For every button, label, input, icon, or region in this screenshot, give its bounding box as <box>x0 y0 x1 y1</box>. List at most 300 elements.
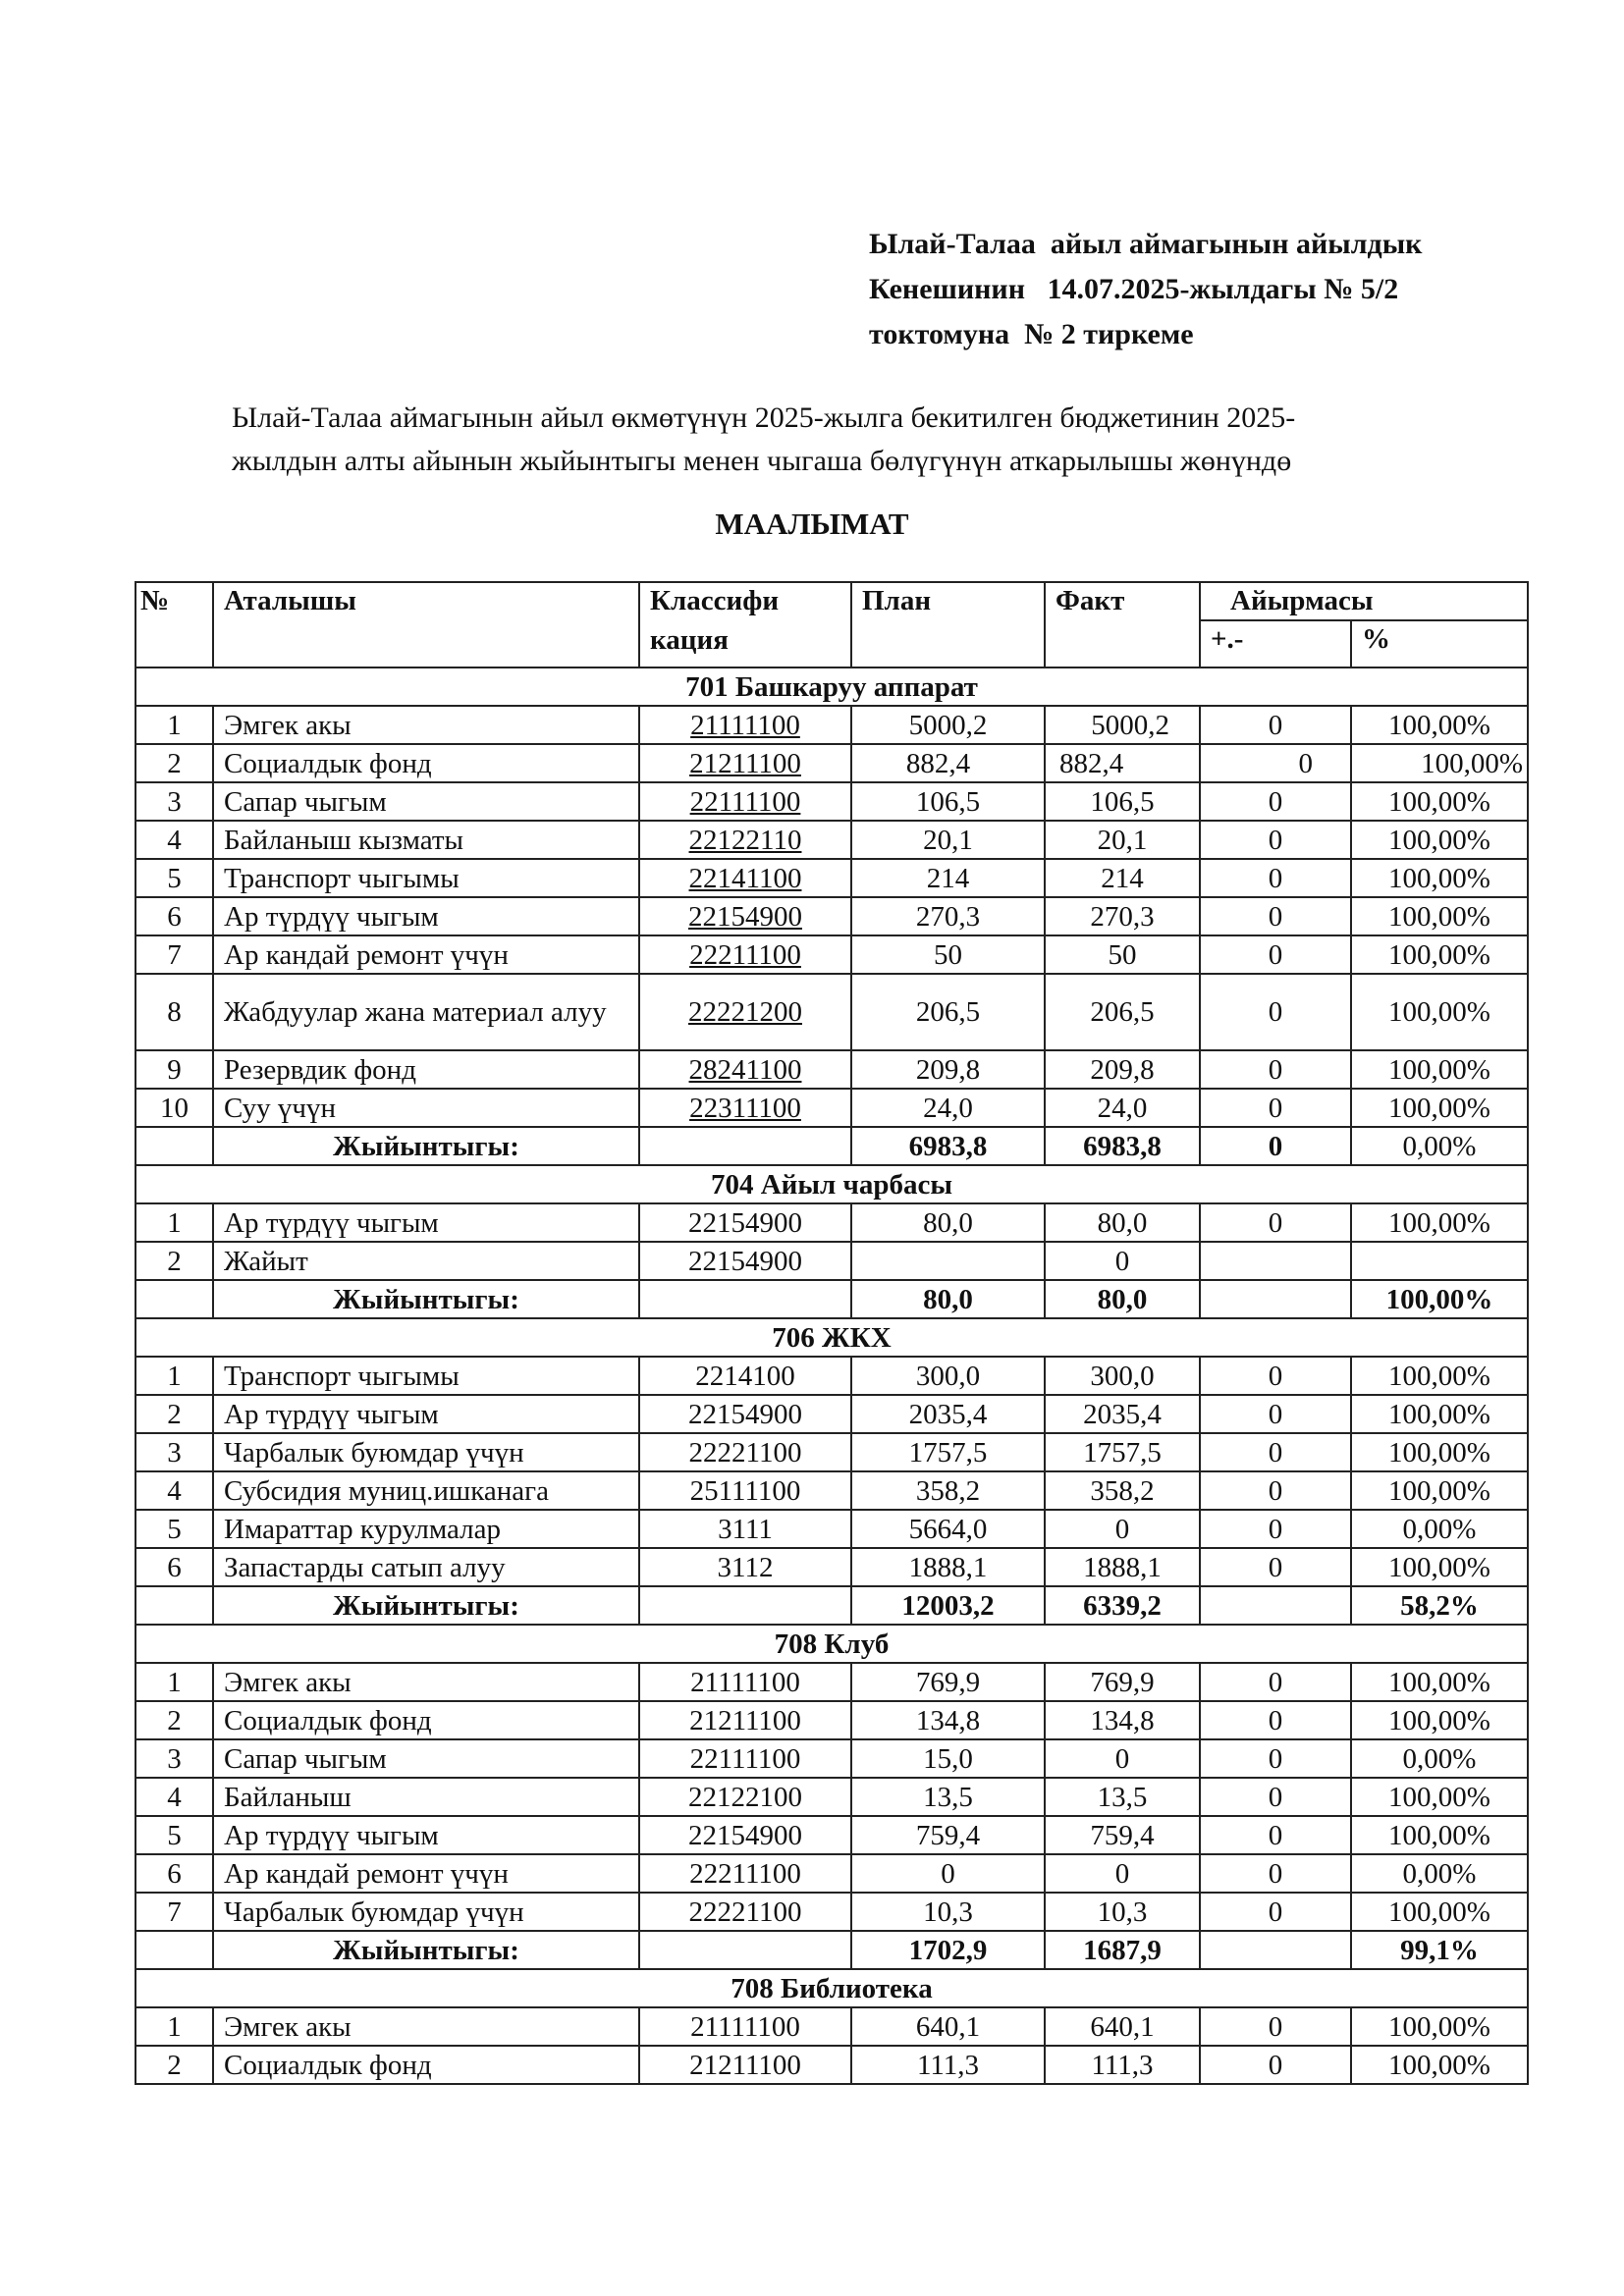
row-name: Запастарды сатып алуу <box>213 1548 639 1586</box>
row-classification <box>639 821 851 859</box>
row-plan: 882,4 <box>851 744 1045 782</box>
table-row <box>135 1663 1528 1701</box>
section-header-row <box>135 1969 1528 2007</box>
row-fact: 214 <box>1045 859 1200 897</box>
classification-code: 3111 <box>718 1513 773 1545</box>
total-diff <box>1200 1280 1351 1318</box>
row-number: 4 <box>135 1471 213 1510</box>
row-diff: 0 <box>1200 821 1351 859</box>
row-name: Социалдык фонд <box>213 1701 639 1739</box>
header-classification-line: кация <box>650 624 729 656</box>
row-classification <box>639 1778 851 1816</box>
row-plan: 769,9 <box>851 1663 1045 1701</box>
budget-table <box>135 581 1529 2085</box>
row-classification <box>639 1701 851 1739</box>
classification-code: 22154900 <box>688 1206 802 1239</box>
row-fact: 640,1 <box>1045 2007 1200 2046</box>
row-name: Сапар чыгым <box>213 1739 639 1778</box>
row-name: Социалдык фонд <box>213 744 639 782</box>
table-row <box>135 1433 1528 1471</box>
total-number-empty <box>135 1127 213 1165</box>
classification-code: 22154900 <box>688 1398 802 1430</box>
row-number: 2 <box>135 1242 213 1280</box>
row-pct: 100,00% <box>1351 1778 1528 1816</box>
row-plan: 0 <box>851 1854 1045 1893</box>
row-pct: 100,00% <box>1351 1816 1528 1854</box>
row-pct: 100,00% <box>1351 974 1528 1050</box>
section-total-row <box>135 1280 1528 1318</box>
row-classification <box>639 1395 851 1433</box>
row-name: Ар кандай ремонт үчүн <box>213 1854 639 1893</box>
row-name: Чарбалык буюмдар үчүн <box>213 1893 639 1931</box>
row-number: 3 <box>135 1739 213 1778</box>
row-plan: 209,8 <box>851 1050 1045 1089</box>
table-row <box>135 1471 1528 1510</box>
total-label: Жыйынтыгы: <box>213 1931 639 1969</box>
subtitle-line: жылдын алты айынын жыйынтыгы менен чыгаша бөлүгүнүн аткарылышы жөнүндө <box>232 445 1292 477</box>
row-fact: 759,4 <box>1045 1816 1200 1854</box>
classification-code: 22221100 <box>688 1436 802 1468</box>
table-row <box>135 935 1528 974</box>
row-plan: 50 <box>851 935 1045 974</box>
row-fact: 111,3 <box>1045 2046 1200 2084</box>
row-pct: 100,00% <box>1351 1089 1528 1127</box>
row-plan: 106,5 <box>851 782 1045 821</box>
row-diff: 0 <box>1200 974 1351 1050</box>
row-diff: 0 <box>1200 1395 1351 1433</box>
row-plan: 15,0 <box>851 1739 1045 1778</box>
row-plan: 13,5 <box>851 1778 1045 1816</box>
row-classification <box>639 782 851 821</box>
section-header-row <box>135 1318 1528 1357</box>
row-fact: 13,5 <box>1045 1778 1200 1816</box>
row-pct: 100,00% <box>1351 1471 1528 1510</box>
row-number: 2 <box>135 1395 213 1433</box>
row-pct: 100,00% <box>1351 1203 1528 1242</box>
row-diff: 0 <box>1200 935 1351 974</box>
row-plan: 640,1 <box>851 2007 1045 2046</box>
row-plan: 358,2 <box>851 1471 1045 1510</box>
row-diff: 0 <box>1200 1089 1351 1127</box>
classification-code: 22122110 <box>688 824 802 856</box>
classification-code: 22154900 <box>688 900 802 933</box>
row-fact: 1888,1 <box>1045 1548 1200 1586</box>
row-fact: 80,0 <box>1045 1203 1200 1242</box>
row-diff: 0 <box>1200 1816 1351 1854</box>
section-total-row <box>135 1931 1528 1969</box>
row-plan: 2035,4 <box>851 1395 1045 1433</box>
row-plan: 24,0 <box>851 1089 1045 1127</box>
row-pct: 0,00% <box>1351 1739 1528 1778</box>
section-title: 701 Башкаруу аппарат <box>135 667 1528 706</box>
classification-code: 21111100 <box>690 2010 800 2043</box>
total-classification-empty <box>639 1586 851 1625</box>
row-fact: 300,0 <box>1045 1357 1200 1395</box>
row-name: Ар түрдүү чыгым <box>213 1395 639 1433</box>
table-row <box>135 706 1528 744</box>
classification-code: 22111100 <box>689 1742 801 1775</box>
row-name: Транспорт чыгымы <box>213 1357 639 1395</box>
row-diff: 0 <box>1200 1050 1351 1089</box>
row-name: Социалдык фонд <box>213 2046 639 2084</box>
header-plan: План <box>851 582 1045 667</box>
header-fact: Факт <box>1045 582 1200 667</box>
row-plan <box>851 1242 1045 1280</box>
row-diff: 0 <box>1200 1778 1351 1816</box>
row-plan: 1888,1 <box>851 1548 1045 1586</box>
row-pct: 100,00% <box>1351 1357 1528 1395</box>
row-number: 3 <box>135 1433 213 1471</box>
row-classification <box>639 1357 851 1395</box>
row-classification <box>639 1854 851 1893</box>
row-number: 1 <box>135 1357 213 1395</box>
row-number: 2 <box>135 2046 213 2084</box>
row-classification <box>639 1816 851 1854</box>
row-plan: 80,0 <box>851 1203 1045 1242</box>
table-row <box>135 1050 1528 1089</box>
section-header-row <box>135 1625 1528 1663</box>
row-name: Эмгек акы <box>213 706 639 744</box>
total-label: Жыйынтыгы: <box>213 1127 639 1165</box>
row-number: 4 <box>135 821 213 859</box>
row-diff: 0 <box>1200 1739 1351 1778</box>
row-pct: 100,00% <box>1351 1050 1528 1089</box>
classification-code: 22221100 <box>688 1896 802 1928</box>
row-number: 3 <box>135 782 213 821</box>
row-pct: 100,00% <box>1351 1893 1528 1931</box>
row-fact: 0 <box>1045 1510 1200 1548</box>
row-fact: 209,8 <box>1045 1050 1200 1089</box>
total-plan: 12003,2 <box>851 1586 1045 1625</box>
section-total-row <box>135 1127 1528 1165</box>
row-number: 4 <box>135 1778 213 1816</box>
classification-code: 21111100 <box>690 709 800 741</box>
total-number-empty <box>135 1931 213 1969</box>
row-classification <box>639 1548 851 1586</box>
total-fact: 6983,8 <box>1045 1127 1200 1165</box>
classification-code: 3112 <box>717 1551 774 1583</box>
table-row <box>135 782 1528 821</box>
header-diff-abs: +.- <box>1200 620 1351 667</box>
classification-code: 21111100 <box>690 1666 800 1698</box>
row-name: Жайыт <box>213 1242 639 1280</box>
row-plan: 111,3 <box>851 2046 1045 2084</box>
row-diff: 0 <box>1200 1357 1351 1395</box>
row-diff <box>1200 1242 1351 1280</box>
row-fact: 24,0 <box>1045 1089 1200 1127</box>
annex-line: Ылай-Талаа айыл аймагынын айылдык <box>869 228 1423 260</box>
row-pct: 100,00% <box>1351 2007 1528 2046</box>
row-classification <box>639 1433 851 1471</box>
section-title: 704 Айыл чарбасы <box>135 1165 1528 1203</box>
total-diff: 0 <box>1200 1127 1351 1165</box>
total-fact: 80,0 <box>1045 1280 1200 1318</box>
total-classification-empty <box>639 1280 851 1318</box>
row-name: Ар түрдүү чыгым <box>213 1203 639 1242</box>
total-diff <box>1200 1586 1351 1625</box>
row-pct: 100,00% <box>1351 2046 1528 2084</box>
row-number: 6 <box>135 897 213 935</box>
row-plan: 10,3 <box>851 1893 1045 1931</box>
row-diff: 0 <box>1200 897 1351 935</box>
row-pct: 100,00% <box>1351 897 1528 935</box>
row-pct: 0,00% <box>1351 1510 1528 1548</box>
row-diff: 0 <box>1200 1433 1351 1471</box>
row-plan: 300,0 <box>851 1357 1045 1395</box>
row-classification <box>639 1471 851 1510</box>
header-classification <box>639 582 851 667</box>
row-classification <box>639 2007 851 2046</box>
table-row <box>135 1510 1528 1548</box>
table-row <box>135 821 1528 859</box>
row-classification <box>639 859 851 897</box>
row-diff: 0 <box>1200 1548 1351 1586</box>
table-row <box>135 1203 1528 1242</box>
row-pct: 100,00% <box>1351 1701 1528 1739</box>
row-classification <box>639 744 851 782</box>
row-diff: 0 <box>1200 1510 1351 1548</box>
row-fact: 0 <box>1045 1739 1200 1778</box>
row-fact: 134,8 <box>1045 1701 1200 1739</box>
row-classification <box>639 1663 851 1701</box>
row-diff: 0 <box>1200 2007 1351 2046</box>
row-name: Резервдик фонд <box>213 1050 639 1089</box>
section-title: 708 Библиотека <box>135 1969 1528 2007</box>
classification-code: 22154900 <box>688 1245 802 1277</box>
section-header-row <box>135 1165 1528 1203</box>
annex-reference <box>869 222 1556 357</box>
row-name: Ар түрдүү чыгым <box>213 1816 639 1854</box>
total-pct: 0,00% <box>1351 1127 1528 1165</box>
header-difference: Айырмасы <box>1200 582 1528 620</box>
row-fact: 882,4 <box>1045 744 1200 782</box>
table-row <box>135 1701 1528 1739</box>
row-number: 2 <box>135 744 213 782</box>
table-row <box>135 1778 1528 1816</box>
row-name: Байланыш кызматы <box>213 821 639 859</box>
header-no: № <box>135 582 213 667</box>
row-pct: 100,00% <box>1351 1548 1528 1586</box>
row-fact: 270,3 <box>1045 897 1200 935</box>
table-row <box>135 1739 1528 1778</box>
section-header-row <box>135 667 1528 706</box>
row-diff: 0 <box>1200 1663 1351 1701</box>
row-pct: 0,00% <box>1351 1854 1528 1893</box>
table-row <box>135 1816 1528 1854</box>
row-name: Байланыш <box>213 1778 639 1816</box>
row-fact: 1757,5 <box>1045 1433 1200 1471</box>
row-number: 6 <box>135 1854 213 1893</box>
row-fact: 10,3 <box>1045 1893 1200 1931</box>
row-plan: 5664,0 <box>851 1510 1045 1548</box>
classification-code: 21211100 <box>689 747 801 779</box>
row-number: 1 <box>135 2007 213 2046</box>
classification-code: 22221200 <box>688 996 802 1028</box>
row-diff: 0 <box>1200 782 1351 821</box>
row-number: 5 <box>135 1510 213 1548</box>
row-name: Ар түрдүү чыгым <box>213 897 639 935</box>
table-row <box>135 1089 1528 1127</box>
row-diff: 0 <box>1200 1471 1351 1510</box>
row-diff: 0 <box>1200 859 1351 897</box>
classification-code: 28241100 <box>688 1053 802 1086</box>
row-classification <box>639 974 851 1050</box>
classification-code: 22211100 <box>689 938 801 971</box>
row-fact: 0 <box>1045 1242 1200 1280</box>
classification-code: 22111100 <box>689 785 801 818</box>
table-row <box>135 1893 1528 1931</box>
row-plan: 270,3 <box>851 897 1045 935</box>
row-name: Эмгек акы <box>213 2007 639 2046</box>
row-plan: 5000,2 <box>851 706 1045 744</box>
classification-code: 21211100 <box>689 1704 801 1736</box>
row-number: 1 <box>135 1203 213 1242</box>
row-pct: 100,00% <box>1351 782 1528 821</box>
header-classification-line: Классифи <box>650 585 780 616</box>
row-name: Сапар чыгым <box>213 782 639 821</box>
row-pct: 100,00% <box>1351 935 1528 974</box>
row-fact: 2035,4 <box>1045 1395 1200 1433</box>
table-row <box>135 2007 1528 2046</box>
row-pct: 100,00% <box>1351 706 1528 744</box>
table-row <box>135 744 1528 782</box>
row-name: Имараттар курулмалар <box>213 1510 639 1548</box>
annex-line: токтомуна № 2 тиркеме <box>869 318 1194 350</box>
row-plan: 759,4 <box>851 1816 1045 1854</box>
total-classification-empty <box>639 1931 851 1969</box>
row-classification <box>639 935 851 974</box>
table-row <box>135 1357 1528 1395</box>
header-name: Аталышы <box>213 582 639 667</box>
row-diff: 0 <box>1200 706 1351 744</box>
section-total-row <box>135 1586 1528 1625</box>
row-classification <box>639 1203 851 1242</box>
section-title: 706 ЖКХ <box>135 1318 1528 1357</box>
row-pct <box>1351 1242 1528 1280</box>
total-number-empty <box>135 1280 213 1318</box>
row-classification <box>639 1242 851 1280</box>
row-classification <box>639 1510 851 1548</box>
total-diff <box>1200 1931 1351 1969</box>
total-pct: 58,2% <box>1351 1586 1528 1625</box>
row-pct: 100,00% <box>1351 859 1528 897</box>
row-number: 9 <box>135 1050 213 1089</box>
row-fact: 50 <box>1045 935 1200 974</box>
row-diff: 0 <box>1200 2046 1351 2084</box>
total-plan: 80,0 <box>851 1280 1045 1318</box>
total-pct: 99,1% <box>1351 1931 1528 1969</box>
row-plan: 1757,5 <box>851 1433 1045 1471</box>
row-number: 1 <box>135 706 213 744</box>
table-row <box>135 859 1528 897</box>
classification-code: 22122100 <box>688 1781 802 1813</box>
row-classification <box>639 897 851 935</box>
row-name: Чарбалык буюмдар үчүн <box>213 1433 639 1471</box>
total-classification-empty <box>639 1127 851 1165</box>
classification-code: 25111100 <box>689 1474 801 1507</box>
row-number: 8 <box>135 974 213 1050</box>
row-name: Суу үчүн <box>213 1089 639 1127</box>
row-fact: 106,5 <box>1045 782 1200 821</box>
row-number: 6 <box>135 1548 213 1586</box>
row-diff: 0 <box>1200 1701 1351 1739</box>
row-pct: 100,00% <box>1351 1663 1528 1701</box>
row-fact: 0 <box>1045 1854 1200 1893</box>
row-diff: 0 <box>1200 1854 1351 1893</box>
row-classification <box>639 1089 851 1127</box>
row-pct: 100,00% <box>1351 744 1528 782</box>
header-diff-pct: % <box>1351 620 1528 667</box>
total-label: Жыйынтыгы: <box>213 1586 639 1625</box>
row-classification <box>639 1050 851 1089</box>
total-label: Жыйынтыгы: <box>213 1280 639 1318</box>
row-name: Субсидия муниц.ишканага <box>213 1471 639 1510</box>
row-number: 7 <box>135 935 213 974</box>
classification-code: 2214100 <box>695 1360 795 1392</box>
classification-code: 22311100 <box>689 1092 801 1124</box>
row-diff: 0 <box>1200 1893 1351 1931</box>
row-name: Транспорт чыгымы <box>213 859 639 897</box>
row-name: Жабдуулар жана материал алуу <box>213 974 639 1050</box>
subtitle-line: Ылай-Талаа аймагынын айыл өкмөтүнүн 2025-жылга бекитилген бюджетинин 2025- <box>232 401 1296 434</box>
row-plan: 214 <box>851 859 1045 897</box>
row-plan: 206,5 <box>851 974 1045 1050</box>
row-plan: 20,1 <box>851 821 1045 859</box>
table-row <box>135 2046 1528 2084</box>
classification-code: 22211100 <box>689 1857 801 1890</box>
total-pct: 100,00% <box>1351 1280 1528 1318</box>
classification-code: 22154900 <box>688 1819 802 1851</box>
row-classification <box>639 706 851 744</box>
total-fact: 1687,9 <box>1045 1931 1200 1969</box>
row-fact: 206,5 <box>1045 974 1200 1050</box>
row-number: 7 <box>135 1893 213 1931</box>
row-pct: 100,00% <box>1351 1395 1528 1433</box>
table-row <box>135 1548 1528 1586</box>
row-diff: 0 <box>1200 1203 1351 1242</box>
row-fact: 20,1 <box>1045 821 1200 859</box>
total-plan: 1702,9 <box>851 1931 1045 1969</box>
table-row <box>135 1242 1528 1280</box>
section-title: 708 Клуб <box>135 1625 1528 1663</box>
table-header-row <box>135 582 1528 620</box>
row-diff: 0 <box>1200 744 1351 782</box>
total-number-empty <box>135 1586 213 1625</box>
table-row <box>135 1395 1528 1433</box>
row-number: 5 <box>135 1816 213 1854</box>
page-title: МААЛЫМАТ <box>715 507 909 541</box>
row-fact: 769,9 <box>1045 1663 1200 1701</box>
classification-code: 22141100 <box>688 862 802 894</box>
row-classification <box>639 1893 851 1931</box>
row-pct: 100,00% <box>1351 821 1528 859</box>
row-fact: 5000,2 <box>1045 706 1200 744</box>
table-row <box>135 897 1528 935</box>
row-classification <box>639 1739 851 1778</box>
row-pct: 100,00% <box>1351 1433 1528 1471</box>
total-fact: 6339,2 <box>1045 1586 1200 1625</box>
row-plan: 134,8 <box>851 1701 1045 1739</box>
annex-line: Кенешинин 14.07.2025-жылдагы № 5/2 <box>869 273 1399 305</box>
document-subtitle <box>232 397 1498 483</box>
row-number: 10 <box>135 1089 213 1127</box>
classification-code: 21211100 <box>689 2049 801 2081</box>
row-number: 1 <box>135 1663 213 1701</box>
row-classification <box>639 2046 851 2084</box>
row-fact: 358,2 <box>1045 1471 1200 1510</box>
row-name: Ар кандай ремонт үчүн <box>213 935 639 974</box>
row-number: 2 <box>135 1701 213 1739</box>
